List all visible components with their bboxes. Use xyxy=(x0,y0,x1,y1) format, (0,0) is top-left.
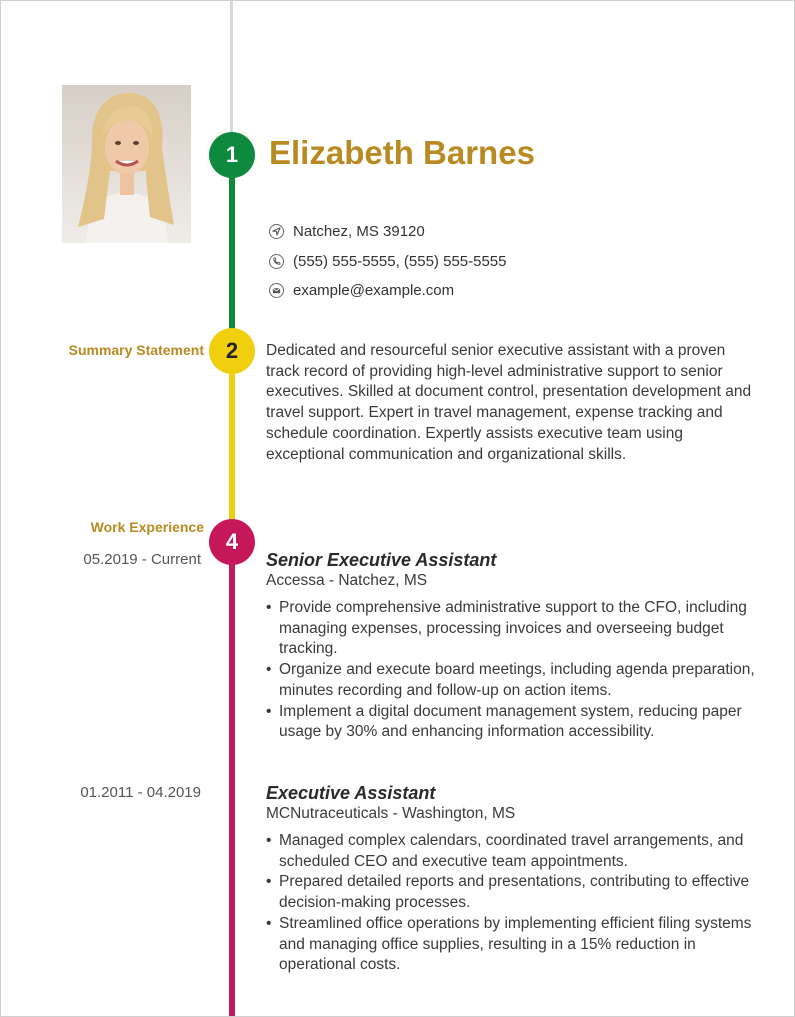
job-dates: 05.2019 - Current xyxy=(83,551,201,568)
contact-email xyxy=(269,282,454,299)
job-title: Senior Executive Assistant xyxy=(266,550,497,570)
timeline-line-pink xyxy=(229,526,235,1017)
job-dates: 01.2011 - 04.2019 xyxy=(80,784,201,801)
job-bullet: • Managed complex calendars, coordinated travel arrangements, and scheduled CEO and executive team appointments. xyxy=(266,831,756,872)
timeline-line-top xyxy=(230,1,233,136)
job-bullet: • Streamlined office operations by implementing efficient filing systems and managing office supplies, resulting in a 15% reduction in operational costs. xyxy=(266,914,756,976)
timeline-node-4: 4 xyxy=(209,519,255,565)
job-title: Executive Assistant xyxy=(266,783,436,803)
location-text: Natchez, MS 39120 xyxy=(293,223,425,240)
phone-icon xyxy=(269,254,284,269)
job-company: MCNutraceuticals - Washington, MS xyxy=(266,805,516,822)
contact-phone xyxy=(269,253,507,270)
candidate-name: Elizabeth Barnes xyxy=(269,134,535,171)
timeline-node-1: 1 xyxy=(209,132,255,178)
summary-text: Dedicated and resourceful senior executive assistant with a proven track record of providing high-level administrative support to senior executives. Skilled at document control, presentation development and travel support. Expert in travel management, expense tracking and schedule coordination. Expertly assists executive team using exceptional communication and organizational skills. xyxy=(266,342,752,463)
summary-heading: Summary Statement xyxy=(68,342,204,358)
profile-photo xyxy=(62,85,191,243)
phone-text: (555) 555-5555, (555) 555-5555 xyxy=(293,253,507,270)
job-bullet: • Implement a digital document management system, reducing paper usage by 30% and enhancing information accessibility. xyxy=(266,702,756,743)
email-text[interactable]: example@example.com xyxy=(293,282,455,299)
job-company: Accessa - Natchez, MS xyxy=(266,572,428,589)
job-bullets xyxy=(266,598,756,743)
envelope-icon xyxy=(269,283,284,298)
timeline-node-2: 2 xyxy=(209,328,255,374)
job-bullet: • Prepared detailed reports and presentations, contributing to effective decision-making processes. xyxy=(266,872,756,913)
job-bullet: • Provide comprehensive administrative support to the CFO, including managing expenses, processing invoices and overseeing budget tracking. xyxy=(266,598,756,660)
job-bullet: • Organize and execute board meetings, including agenda preparation, minutes recording and follow-up on action items. xyxy=(266,660,756,701)
contact-location xyxy=(269,223,425,240)
job-bullets xyxy=(266,831,756,976)
experience-heading: Work Experience xyxy=(90,519,204,535)
location-arrow-icon xyxy=(269,224,284,239)
